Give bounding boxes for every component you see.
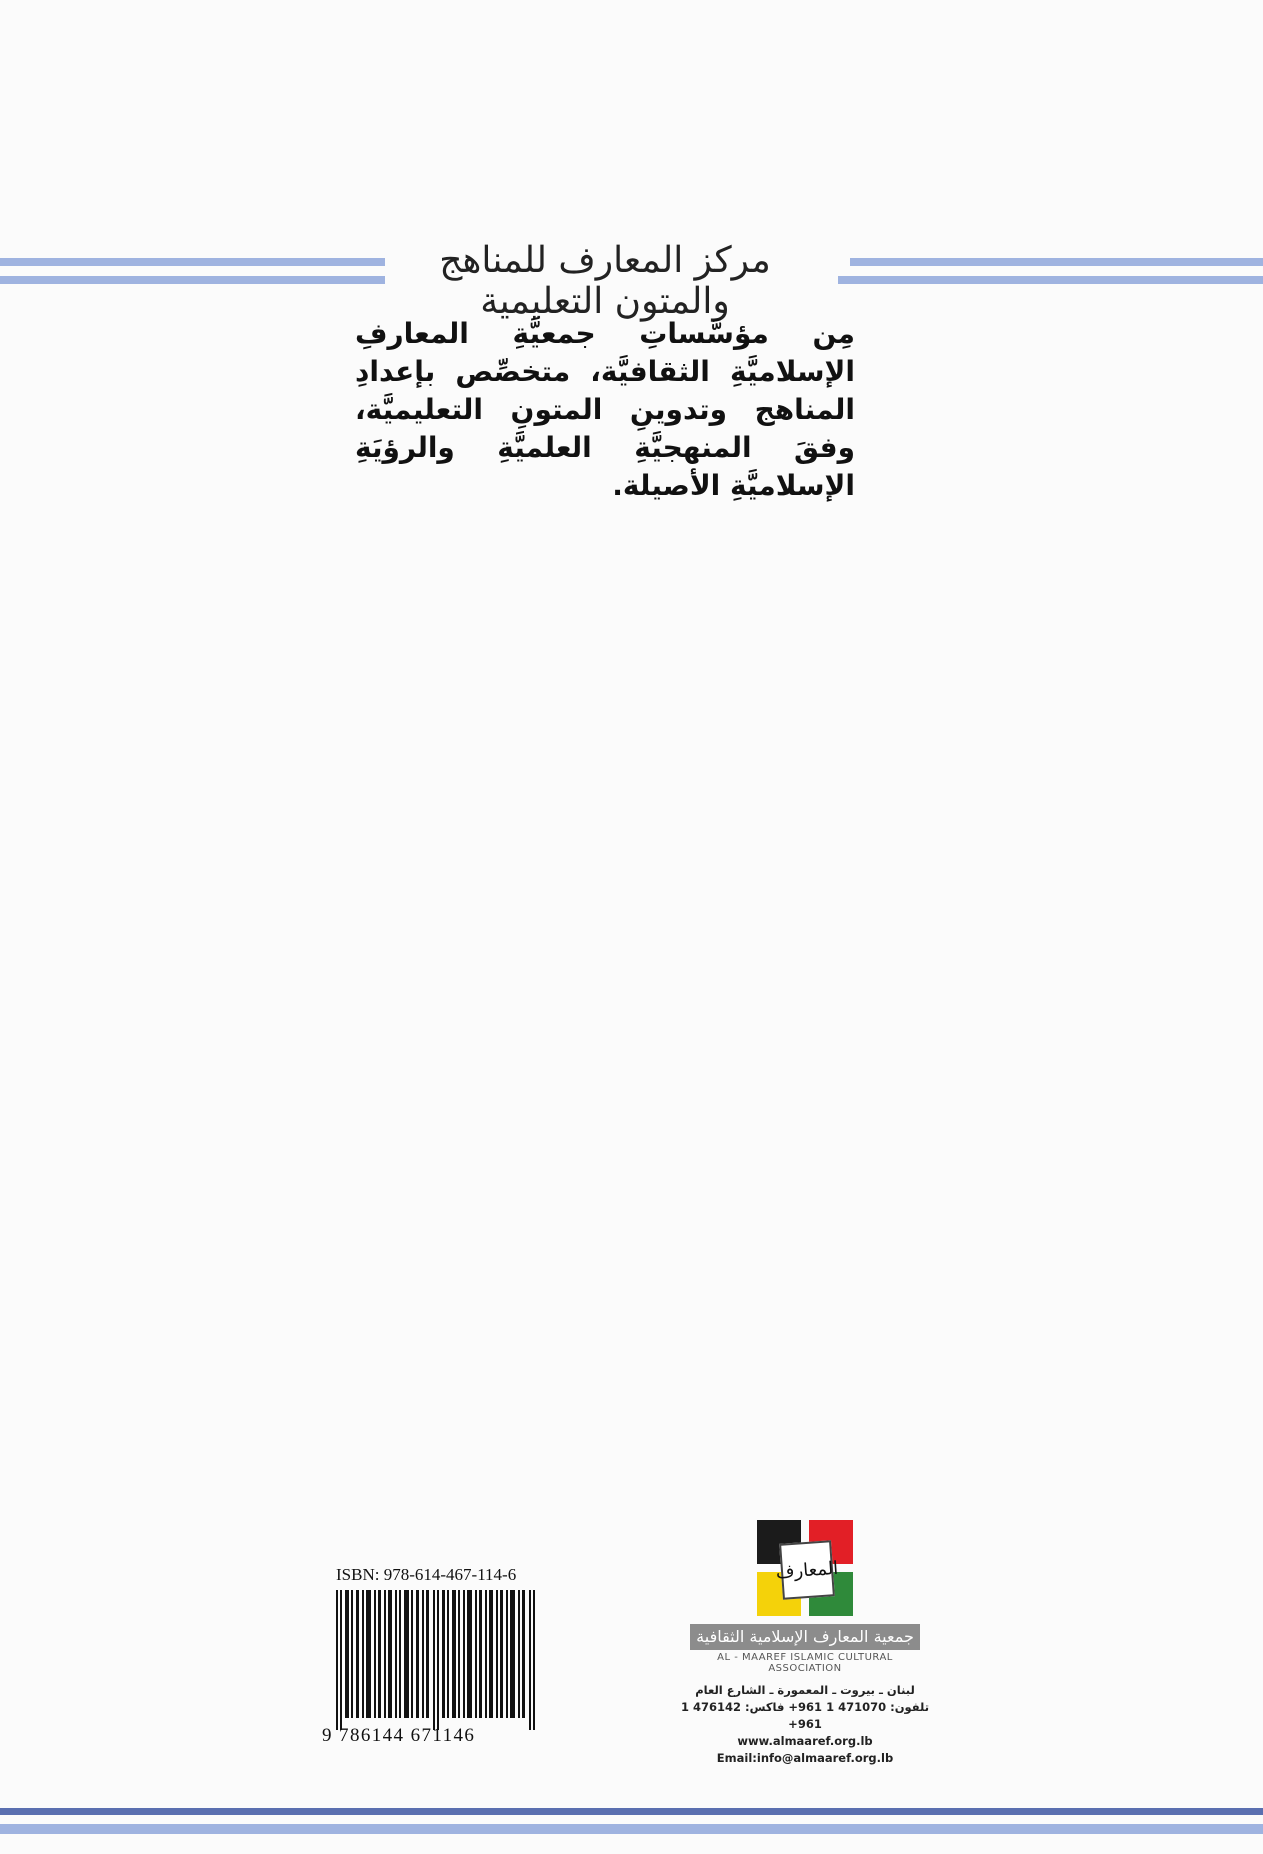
top-stripe-left-2 (0, 276, 385, 284)
publisher-block (680, 1520, 930, 1767)
center-name-calligraphy: مركز المعارف للمناهج والمتون التعليمية (439, 240, 771, 322)
barcode-digits: 9 786144 671146 (322, 1725, 476, 1746)
email-line: Email:info@almaaref.org.lb (716, 1751, 894, 1765)
phone-fax-line: تلفون: 471070 1 961+ فاكس: 476142 1 961+ (680, 1700, 930, 1731)
contact-info (680, 1682, 930, 1767)
barcode-image (336, 1590, 536, 1730)
bottom-stripe-1 (0, 1808, 1263, 1815)
top-stripe-left-1 (0, 258, 385, 266)
association-name-english: AL - MAAREF ISLAMIC CULTURAL ASSOCIATION (717, 1652, 893, 1674)
logo-center-label: المعارف (779, 1540, 835, 1599)
website-link: www.almaaref.org.lb (737, 1734, 873, 1748)
top-stripe-right-2 (838, 276, 1263, 284)
address-line: لبنان ـ بيروت ـ المعمورة ـ الشارع العام (695, 1683, 915, 1697)
top-stripe-right-1 (850, 258, 1263, 266)
bottom-stripe-2 (0, 1824, 1263, 1834)
description-paragraph: مِن مؤسَّساتِ جمعيَّةِ المعارفِ الإسلاميَّةِ الثقافيَّة، متخصِّص بإعدادِ المناهج وتدوينِ المتونِ التعليميَّة، وفقَ المنهجيَّةِ العلميَّةِ والرؤيَةِ الإسلاميَّةِ الأصيلة. (355, 317, 855, 502)
isbn-label: ISBN: 978-614-467-114-6 (336, 1565, 517, 1584)
association-name-arabic: جمعية المعارف الإسلامية الثقافية (690, 1624, 920, 1650)
publisher-logo (757, 1520, 853, 1616)
